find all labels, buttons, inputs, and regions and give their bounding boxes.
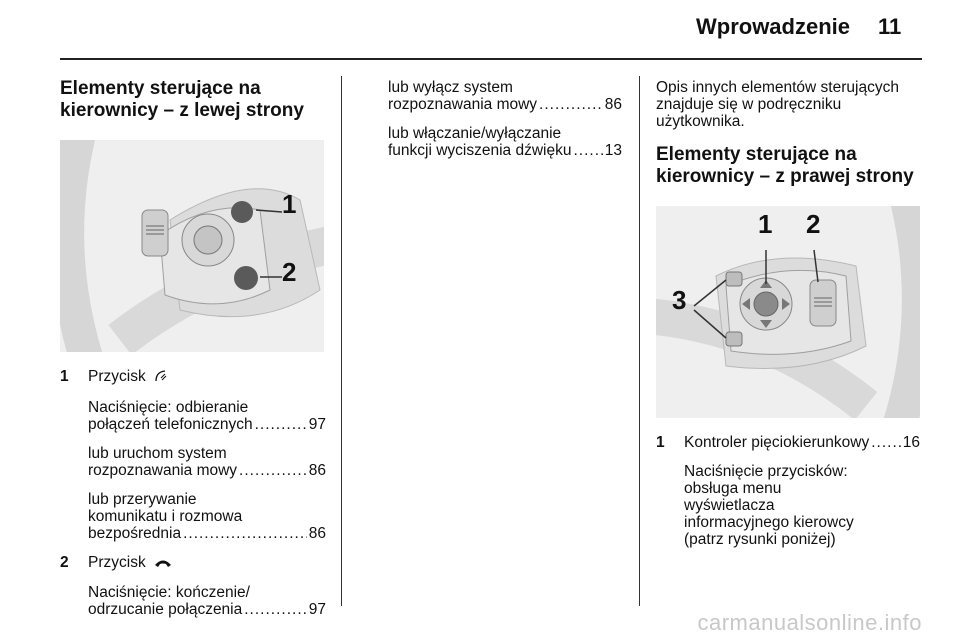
section-heading-right: Elementy sterujące na kierownicy – z prawej strony: [656, 144, 914, 187]
figure-callout-2: 2: [282, 257, 297, 287]
column-divider-left: [341, 76, 342, 606]
page-header-title: Wprowadzenie: [695, 14, 850, 39]
item-label: Przycisk: [88, 554, 146, 571]
figure-callout-1: 1: [282, 189, 297, 219]
page-ref[interactable]: 13: [604, 142, 622, 159]
figure-callout-1: 1: [758, 209, 773, 239]
item1-description: Naciśnięcie przycisków: obsługa menu wyświetlacza informacyjnego kierowcy (patrz rysunki poniżej): [684, 463, 854, 548]
phone-pickup-icon: [154, 369, 168, 387]
item-number: 1: [656, 434, 665, 451]
item1-description: Naciśnięcie: odbieranie połączeń telefonicznych ..... 97 lub uruchom system rozpoznawania mowy ..... 86 lub przerywanie komunikatu i rozmowa bezpośrednia ..... 86: [60, 399, 326, 542]
figure-callout-2: 2: [806, 209, 821, 239]
watermark: carmanualsonline.info: [697, 610, 922, 635]
column-divider-right: [639, 76, 640, 606]
steering-wheel-left-figure: [60, 140, 324, 352]
item-number: 2: [60, 554, 69, 571]
page-ref[interactable]: 86: [308, 462, 326, 479]
list-item-2: [60, 554, 326, 572]
steering-wheel-right-illustration: [656, 206, 920, 418]
page-ref[interactable]: 97: [308, 601, 326, 618]
page-ref[interactable]: 97: [308, 416, 326, 433]
page-number: 11: [878, 14, 902, 39]
middle-block-1: lub wyłącz system rozpoznawania mowy ..... 86: [388, 79, 622, 113]
steering-wheel-left-illustration: [60, 140, 324, 352]
figure-callout-3: 3: [672, 285, 687, 315]
item-label: Kontroler pięciokierunkowy: [684, 434, 870, 451]
page-ref[interactable]: 16: [902, 434, 920, 451]
item-label: Przycisk: [88, 368, 146, 385]
page-ref[interactable]: 86: [308, 525, 326, 542]
section-heading-left: Elementy sterujące na kierownicy – z lewej strony: [60, 78, 304, 121]
right-intro: Opis innych elementów sterujących znajduje się w podręczniku użytkownika.: [656, 79, 899, 130]
item2-description: Naciśnięcie: kończenie/ odrzucanie połączenia ..... 97: [60, 584, 326, 618]
list-item-1: [60, 368, 326, 387]
left-column: [60, 78, 326, 630]
middle-block-2: lub włączanie/wyłączanie funkcji wyciszenia dźwięku ..... 13: [388, 125, 622, 159]
list-item-1: [656, 434, 920, 451]
item-number: 1: [60, 368, 69, 385]
middle-column: [388, 79, 622, 171]
header-rule: [60, 58, 922, 60]
right-column: [656, 79, 920, 560]
page-ref[interactable]: 86: [604, 96, 622, 113]
phone-hangup-icon: [154, 555, 172, 572]
steering-wheel-right-figure: [656, 206, 920, 418]
